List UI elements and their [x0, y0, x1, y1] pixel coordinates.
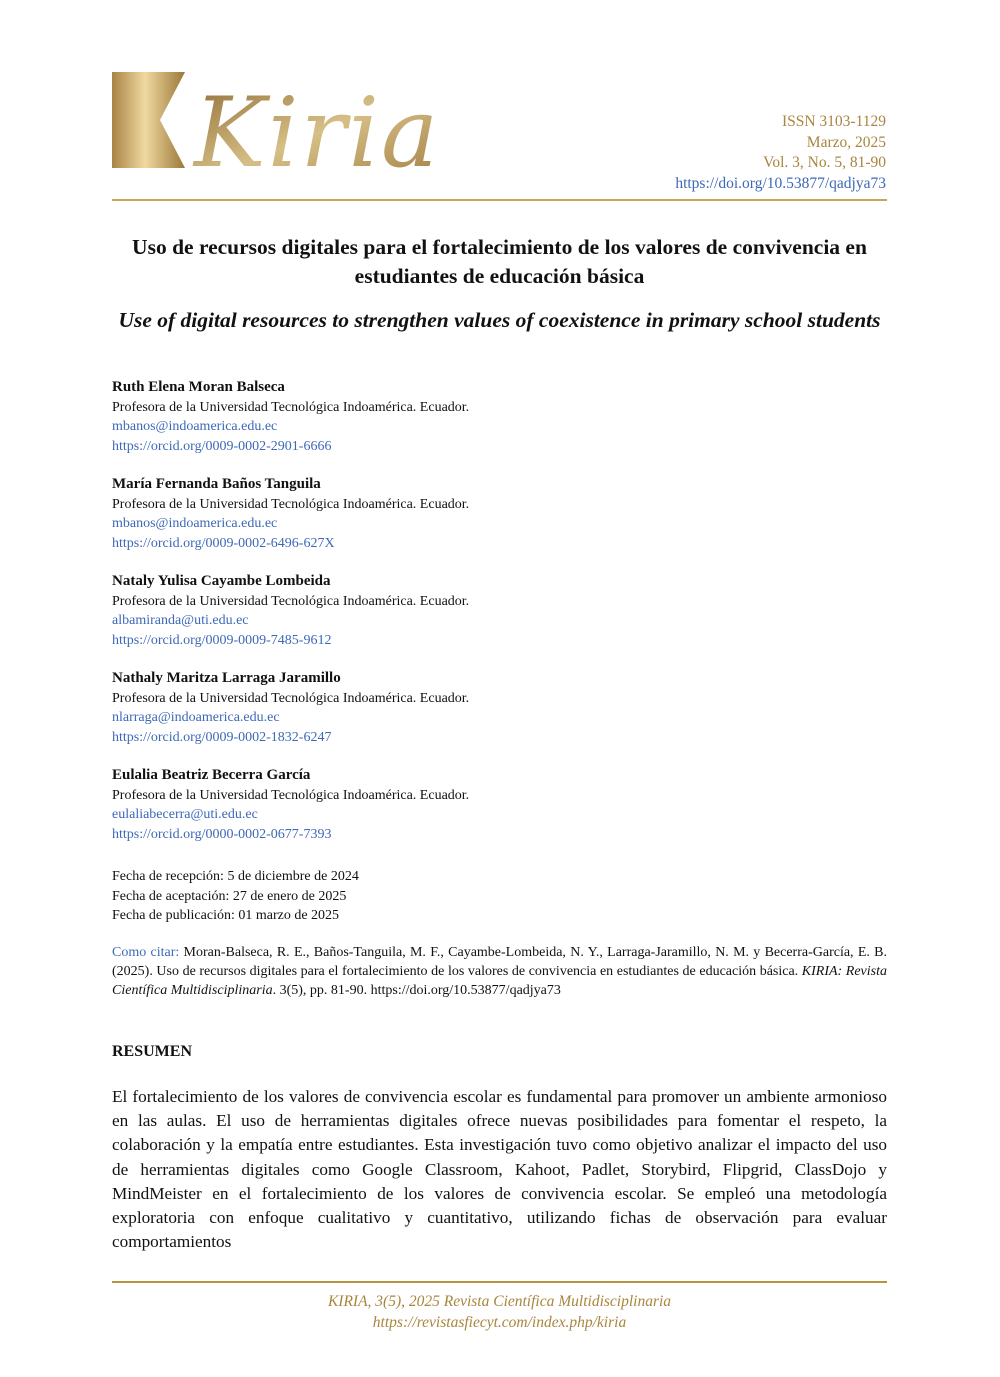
author-name: Eulalia Beatriz Becerra García	[112, 767, 311, 783]
author-name: María Fernanda Baños Tanguila	[112, 476, 321, 492]
issn: ISSN 3103-1129	[781, 113, 886, 130]
footer-divider	[112, 1281, 887, 1283]
author-affiliation: Profesora de la Universidad Tecnológica Indoamérica. Ecuador.	[112, 690, 470, 706]
cite-text-end: . 3(5), pp. 81-90. https://doi.org/10.53877/qadjya73	[272, 983, 561, 998]
author-name: Ruth Elena Moran Balseca	[112, 379, 285, 395]
title-spanish: Uso de recursos digitales para el fortalecimiento de los valores de convivencia en estudiantes de educación básica	[132, 235, 867, 288]
author-name: Nataly Yulisa Cayambe Lombeida	[112, 573, 331, 589]
date-received: Fecha de recepción: 5 de diciembre de 2024	[112, 869, 359, 884]
volume-info: Vol. 3, No. 5, 81-90	[763, 154, 886, 171]
abstract-text: El fortalecimiento de los valores de convivencia escolar es fundamental para promover un ambiente armonioso en las aulas. El uso de herramientas digitales ofrece nuevas posibilidades para fomentar el respeto, la colaboración y la empatía entre estudiantes. Esta investigación tuvo como objetivo analizar el impacto del uso de herramientas digitales como Google Classroom, Kahoot, Padlet, Storybird, Flipgrid, ClassDojo y MindMeister en el fortalecimiento de los valores de convivencia escolar. Se empleó una metodología exploratoria con enfoque cualitativo y cuantitativo, utilizando fichas de observación para evaluar comportamientos	[112, 1087, 887, 1252]
header-divider	[112, 199, 887, 201]
author-entry	[112, 766, 812, 844]
author-email[interactable]: mbanos@indoamerica.edu.ec	[112, 419, 278, 434]
footer-journal: KIRIA, 3(5), 2025 Revista Científica Multidisciplinaria	[327, 1293, 672, 1310]
author-orcid[interactable]: https://orcid.org/0009-0002-2901-6666	[112, 438, 332, 454]
author-entry	[112, 572, 812, 650]
author-affiliation: Profesora de la Universidad Tecnológica Indoamérica. Ecuador.	[112, 496, 470, 512]
issue-date: Marzo, 2025	[806, 133, 886, 151]
author-name: Nathaly Maritza Larraga Jaramillo	[112, 670, 341, 686]
page-footer	[112, 1292, 887, 1333]
how-to-cite	[112, 943, 887, 1000]
author-affiliation: Profesora de la Universidad Tecnológica Indoamérica. Ecuador.	[112, 399, 470, 415]
author-orcid[interactable]: https://orcid.org/0009-0002-6496-627X	[112, 535, 335, 551]
article-dates	[112, 867, 359, 926]
title-english: Use of digital resources to strengthen values of coexistence in primary school students	[118, 308, 881, 332]
logo-wordmark: Kiria	[194, 77, 440, 188]
author-email[interactable]: eulaliabecerra@uti.edu.ec	[112, 807, 258, 822]
author-affiliation: Profesora de la Universidad Tecnológica Indoamérica. Ecuador.	[112, 787, 470, 803]
cite-text: Moran-Balseca, R. E., Baños-Tanguila, M. F., Cayambe-Lombeida, N. Y., Larraga-Jaramillo, N. M. y Becerra-García, E. B. (2025). Uso de recursos digitales para el fortalecimiento de los valores de convivencia en estudiantes de educación básica.	[112, 945, 887, 979]
author-affiliation: Profesora de la Universidad Tecnológica Indoamérica. Ecuador.	[112, 593, 470, 609]
author-email[interactable]: albamiranda@uti.edu.ec	[112, 613, 249, 628]
author-entry	[112, 475, 812, 553]
doi-link[interactable]: https://doi.org/10.53877/qadjya73	[675, 174, 886, 192]
date-published: Fecha de publicación: 01 marzo de 2025	[112, 908, 340, 923]
author-email[interactable]: nlarraga@indoamerica.edu.ec	[112, 710, 280, 725]
footer-url[interactable]: https://revistasfiecyt.com/index.php/kiria	[372, 1313, 627, 1331]
journal-meta	[675, 112, 886, 194]
author-entry	[112, 378, 812, 456]
author-orcid[interactable]: https://orcid.org/0009-0009-7485-9612	[112, 632, 332, 648]
kiria-logo-icon	[110, 48, 440, 188]
author-orcid[interactable]: https://orcid.org/0000-0002-0677-7393	[112, 826, 332, 842]
cite-label: Como citar:	[112, 945, 180, 960]
journal-logo	[110, 48, 440, 188]
cite-journal: KIRIA: Revista Científica Multidisciplinaria	[112, 964, 887, 998]
abstract-heading: RESUMEN	[112, 1043, 193, 1060]
author-entry	[112, 669, 812, 747]
author-list	[112, 378, 812, 863]
date-accepted: Fecha de aceptación: 27 de enero de 2025	[112, 888, 347, 904]
author-orcid[interactable]: https://orcid.org/0009-0002-1832-6247	[112, 729, 332, 745]
author-email[interactable]: mbanos@indoamerica.edu.ec	[112, 516, 278, 531]
